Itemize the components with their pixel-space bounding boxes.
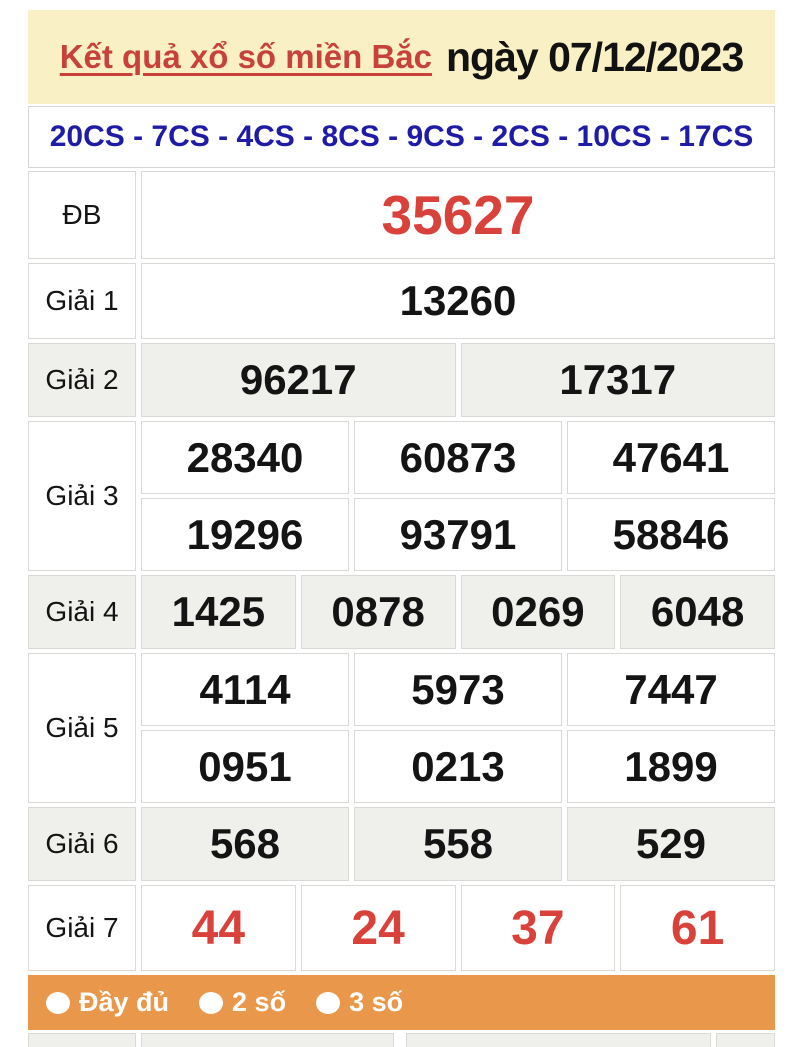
prize-label: Giải 4: [28, 575, 136, 649]
stub-cell: [716, 1033, 775, 1047]
filter-option-label: 3 số: [349, 987, 404, 1017]
stub-cell: [406, 1033, 711, 1047]
prize-number: 37: [461, 885, 616, 971]
prize-label: Giải 7: [28, 885, 136, 971]
stub-cell: [28, 1033, 136, 1047]
prize-number: 7447: [567, 653, 775, 726]
prize-row: [28, 343, 775, 417]
prize-number: 24: [301, 885, 456, 971]
prize-label: Giải 3: [28, 421, 136, 571]
prize-row: [28, 807, 775, 881]
filter-option-2digits[interactable]: [199, 987, 286, 1018]
filter-option-label: Đầy đủ: [79, 987, 170, 1017]
filter-option-3digits[interactable]: [316, 987, 403, 1018]
prize-number: 93791: [354, 498, 562, 571]
radio-icon[interactable]: [46, 992, 70, 1014]
prize-row: [28, 421, 775, 571]
title-link[interactable]: Kết quả xổ số miền Bắc: [59, 38, 432, 75]
next-table-stub-row: [28, 1033, 775, 1047]
prize-number: 0951: [141, 730, 349, 803]
prize-number: 61: [620, 885, 775, 971]
prize-row: [28, 263, 775, 339]
page-header: [28, 10, 775, 104]
prize-number: 28340: [141, 421, 349, 494]
prize-number: 0269: [461, 575, 616, 649]
prize-number: 13260: [141, 263, 775, 339]
prize-number: 0213: [354, 730, 562, 803]
prize-label: Giải 5: [28, 653, 136, 803]
prize-number: 558: [354, 807, 562, 881]
cs-summary-row: [28, 106, 775, 168]
prize-number: 5973: [354, 653, 562, 726]
radio-icon[interactable]: [199, 992, 223, 1014]
prize-number: 1899: [567, 730, 775, 803]
filter-option-full[interactable]: [46, 987, 169, 1018]
prize-number: 58846: [567, 498, 775, 571]
prize-number: 47641: [567, 421, 775, 494]
stub-cell: [141, 1033, 394, 1047]
prize-label: Giải 2: [28, 343, 136, 417]
results-table: [28, 171, 775, 971]
prize-number: 568: [141, 807, 349, 881]
date-label: ngày 07/12/2023: [445, 33, 744, 80]
prize-row: [28, 171, 775, 259]
filter-bar: [28, 975, 775, 1030]
prize-number: 4114: [141, 653, 349, 726]
prize-number: 35627: [141, 171, 775, 259]
prize-label: Giải 1: [28, 263, 136, 339]
prize-label: ĐB: [28, 171, 136, 259]
prize-number: 0878: [301, 575, 456, 649]
cs-summary-text: 20CS - 7CS - 4CS - 8CS - 9CS - 2CS - 10CS - 17CS: [49, 120, 754, 153]
prize-row: [28, 885, 775, 971]
prize-number: 96217: [141, 343, 456, 417]
prize-number: 6048: [620, 575, 775, 649]
prize-number: 529: [567, 807, 775, 881]
prize-label: Giải 6: [28, 807, 136, 881]
filter-option-label: 2 số: [232, 987, 287, 1017]
prize-number: 60873: [354, 421, 562, 494]
prize-row: [28, 575, 775, 649]
prize-number: 19296: [141, 498, 349, 571]
radio-icon[interactable]: [316, 992, 340, 1014]
prize-number: 17317: [461, 343, 776, 417]
prize-row: [28, 653, 775, 803]
prize-number: 1425: [141, 575, 296, 649]
prize-number: 44: [141, 885, 296, 971]
